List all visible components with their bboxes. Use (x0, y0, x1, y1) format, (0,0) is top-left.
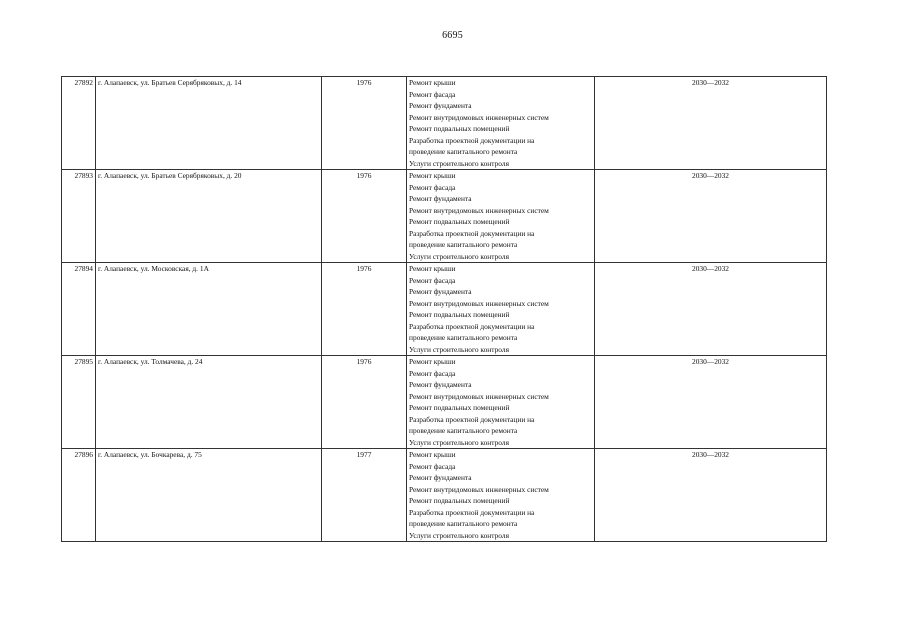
work-item: Разработка проектной документации на (409, 414, 535, 424)
address-cell: г. Алапаевск, ул. Московская, д. 1А (96, 263, 322, 356)
address-cell: г. Алапаевск, ул. Братьев Серябряковых, д. 14 (96, 77, 322, 170)
period-cell: 2030—2032 (595, 449, 827, 542)
work-item: Услуги строительного контроля (409, 251, 509, 261)
work-item: Ремонт фундамента (409, 101, 472, 110)
work-item: проведение капитального ремонта (409, 519, 518, 528)
work-item: Ремонт фундамента (409, 380, 472, 389)
work-item: Ремонт крыши (409, 264, 456, 273)
work-item: Ремонт внутридомовых инженерных систем (409, 298, 549, 308)
works-cell (407, 449, 595, 542)
row-number: 27892 (62, 77, 96, 170)
period-cell: 2030—2032 (595, 263, 827, 356)
table-row (62, 356, 827, 449)
work-item: Ремонт фасада (409, 89, 456, 99)
table-row (62, 77, 827, 170)
year-cell: 1976 (322, 356, 407, 449)
work-item: проведение капитального ремонта (409, 333, 518, 342)
work-item: Услуги строительного контроля (409, 530, 509, 540)
work-item: проведение капитального ремонта (409, 426, 518, 435)
works-cell (407, 77, 595, 170)
address-cell: г. Алапаевск, ул. Братьев Серябряковых, д. 20 (96, 170, 322, 263)
work-item: Ремонт фасада (409, 275, 456, 285)
works-cell (407, 263, 595, 356)
work-item: Ремонт внутридомовых инженерных систем (409, 484, 549, 494)
table-row (62, 170, 827, 263)
work-item: Ремонт фундамента (409, 194, 472, 203)
repair-schedule-table (61, 76, 827, 542)
work-item: Услуги строительного контроля (409, 344, 509, 354)
work-item: Ремонт крыши (409, 450, 456, 459)
works-cell (407, 170, 595, 263)
work-item: Разработка проектной документации на (409, 135, 535, 145)
work-item: Разработка проектной документации на (409, 228, 535, 238)
work-item: Ремонт крыши (409, 171, 456, 180)
work-item: Ремонт подвальных помещений (409, 217, 510, 226)
table-row (62, 263, 827, 356)
work-item: Ремонт фасада (409, 461, 456, 471)
work-item: Разработка проектной документации на (409, 321, 535, 331)
period-cell: 2030—2032 (595, 77, 827, 170)
work-item: Услуги строительного контроля (409, 437, 509, 447)
work-item: Ремонт внутридомовых инженерных систем (409, 112, 549, 122)
year-cell: 1977 (322, 449, 407, 542)
work-item: Ремонт внутридомовых инженерных систем (409, 205, 549, 215)
works-cell (407, 356, 595, 449)
row-number: 27894 (62, 263, 96, 356)
work-item: Ремонт крыши (409, 78, 456, 87)
work-item: Ремонт фундамента (409, 473, 472, 482)
work-item: проведение капитального ремонта (409, 240, 518, 249)
row-number: 27893 (62, 170, 96, 263)
work-item: Разработка проектной документации на (409, 507, 535, 517)
work-item: Ремонт подвальных помещений (409, 124, 510, 133)
work-item: Ремонт крыши (409, 357, 456, 366)
work-item: Ремонт внутридомовых инженерных систем (409, 391, 549, 401)
row-number: 27895 (62, 356, 96, 449)
work-item: Услуги строительного контроля (409, 158, 509, 168)
work-item: проведение капитального ремонта (409, 147, 518, 156)
period-cell: 2030—2032 (595, 170, 827, 263)
year-cell: 1976 (322, 170, 407, 263)
work-item: Ремонт подвальных помещений (409, 496, 510, 505)
work-item: Ремонт фундамента (409, 287, 472, 296)
work-item: Ремонт фасада (409, 182, 456, 192)
work-item: Ремонт подвальных помещений (409, 403, 510, 412)
year-cell: 1976 (322, 263, 407, 356)
work-item: Ремонт подвальных помещений (409, 310, 510, 319)
year-cell: 1976 (322, 77, 407, 170)
row-number: 27896 (62, 449, 96, 542)
period-cell: 2030—2032 (595, 356, 827, 449)
work-item: Ремонт фасада (409, 368, 456, 378)
page-number: 6695 (442, 30, 463, 41)
address-cell: г. Алапаевск, ул. Бочкарева, д. 75 (96, 449, 322, 542)
table-row (62, 449, 827, 542)
address-cell: г. Алапаевск, ул. Толмачева, д. 24 (96, 356, 322, 449)
